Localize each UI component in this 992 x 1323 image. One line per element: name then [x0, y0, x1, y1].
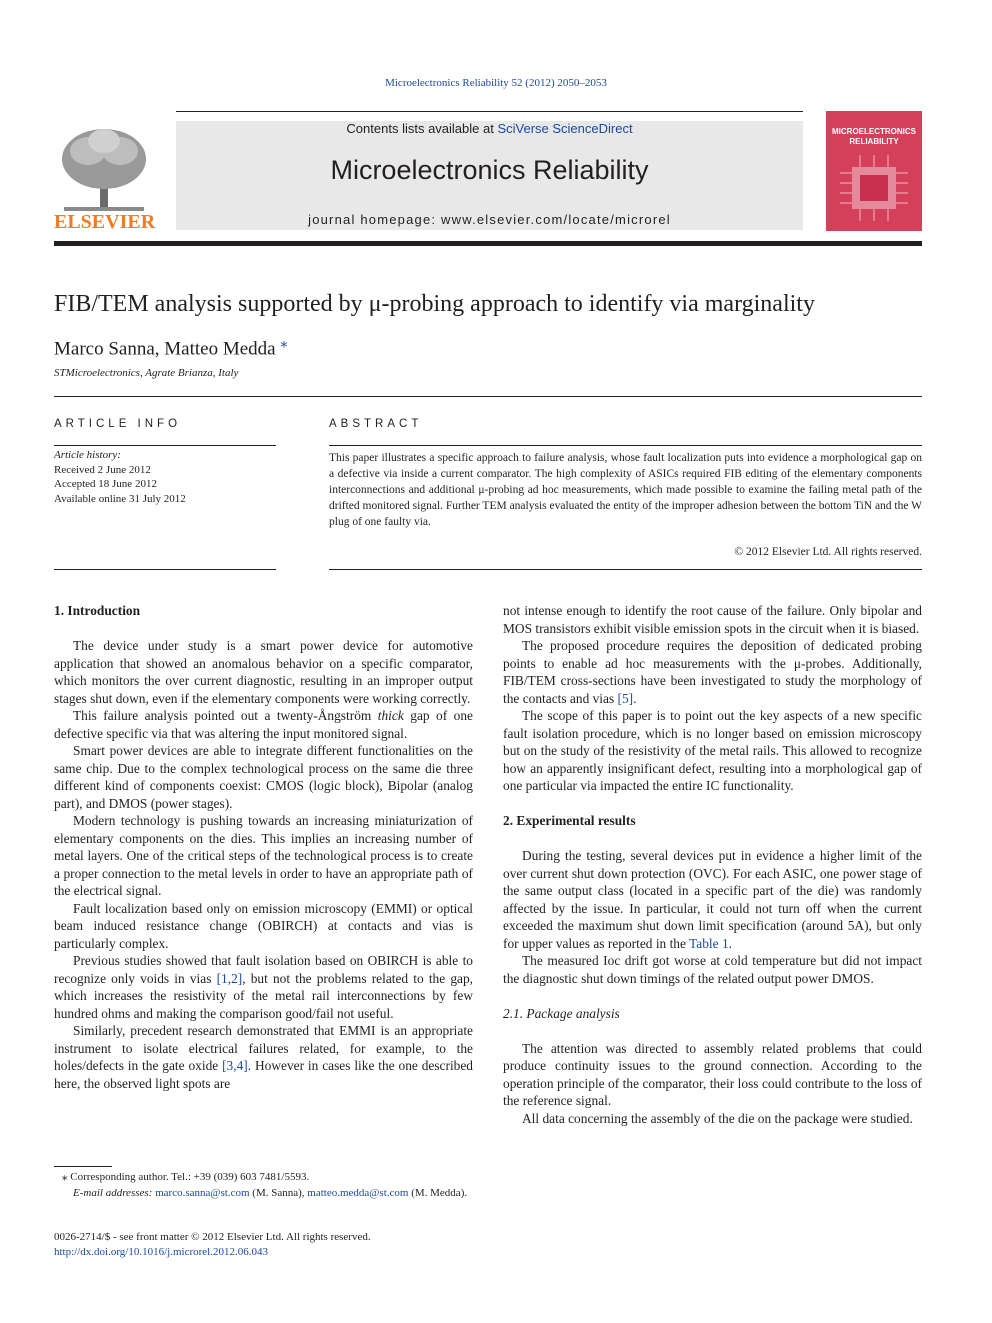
email-note: E-mail addresses: marco.sanna@st.com (M. Sanna), matteo.medda@st.com (M. Medda).	[73, 1186, 468, 1199]
email-link-sanna[interactable]: marco.sanna@st.com	[155, 1186, 250, 1199]
contents-prefix: Contents lists available at	[346, 121, 498, 136]
article-authors	[54, 335, 287, 360]
section-heading-experimental: 2. Experimental results	[503, 813, 636, 828]
paragraph: The device under study is a smart power device for automotive application that showed an anomalous behavior on a specific comparator, which monitors the over current diagnostic, resulting in an improper output stages shut down, even if the elementary components were working correctly.	[54, 638, 473, 706]
abstract-text: This paper illustrates a specific approach to failure analysis, whose fault localization puts into evidence a morphological gap on a defective via inside a current comparator. The high complexity of ASICs required FIB editing of the elementary components interconnections and additional μ-probing ad hoc measurements, which made possible to examine the failing metal path of the drifted monitored signal. Further TEM analysis evaluated the entity of the improper adhesion between the bottom TiN and the W plug of one faulty via.	[329, 452, 922, 528]
paragraph: Similarly, precedent research demonstrated that EMMI is an appropriate instrument to isolate electrical failures related, for example, to the holes/defects in the gate oxide [3,4]. However in cases like the one described here, the observed light spots are	[54, 1023, 474, 1091]
front-matter	[54, 1230, 371, 1260]
paragraph: This failure analysis pointed out a twenty-Ångström thick gap of one defective specific via that was altering the input monitored signal.	[54, 708, 473, 741]
abstract-bottom-rule	[329, 569, 922, 570]
paragraph: Fault localization based only on emission microscopy (EMMI) or optical beam induced resistance change (OBIRCH) at contacts and vias is particularly complex.	[54, 900, 473, 951]
corresponding-author-mark[interactable]: ⁎	[280, 336, 288, 351]
paragraph: Previous studies showed that fault isolation based on OBIRCH is able to recognize only voids in vias [1,2], but not the problems related to the gap, which increases the resistivity of the metal rail interconnections by few hundred ohms and making the comparison good/fail not useful.	[54, 953, 473, 1021]
abstract-copyright: © 2012 Elsevier Ltd. All rights reserved.	[734, 546, 922, 558]
affiliation: STMicroelectronics, Agrate Brianza, Italy	[54, 367, 239, 379]
paragraph: The scope of this paper is to point out the key aspects of a new specific fault isolation procedure, which is no longer based on emission microscopy but on the study of the resistivity of the metal rails. This allowed to recognize how an apparently insignificant defect, resulting into a morphological gap of one particular via impacted the entire IC functionality.	[503, 708, 922, 793]
article-info-rule	[54, 445, 276, 446]
body-column-left	[54, 602, 473, 1092]
header-rule	[176, 111, 803, 112]
cover-title	[826, 127, 922, 147]
homepage-url[interactable]: www.elsevier.com/locate/microrel	[441, 212, 671, 227]
journal-homepage	[176, 212, 803, 227]
journal-cover	[826, 111, 922, 231]
article-info-bottom-rule	[54, 569, 276, 570]
article-history	[54, 448, 276, 506]
email-link-medda[interactable]: matteo.medda@st.com	[307, 1186, 409, 1199]
chip-graphic-icon	[840, 155, 908, 221]
sciencedirect-link[interactable]: SciVerse ScienceDirect	[497, 121, 633, 136]
paragraph: Modern technology is pushing towards an increasing miniaturization of elementary components on the dies. This implies an increasing number of metal layers. One of the critical steps of the technological process is to create a proper connection to the metal levels in order to have an appropriate path of the electrical signal.	[54, 813, 473, 898]
paragraph: Smart power devices are able to integrate different functionalities on the same chip. Due to the complex technological process on the same die three different kind of components coexist: CMOS (logic block), Bipolar (analog part), and DMOS (power stages).	[54, 743, 473, 811]
journal-citation[interactable]: Microelectronics Reliability 52 (2012) 2050–2053	[385, 77, 607, 89]
paragraph: All data concerning the assembly of the die on the package were studied.	[522, 1110, 913, 1126]
paragraph: During the testing, several devices put in evidence a higher limit of the over current shut down protection (OVC). For each ASIC, one power stage of the same output class (located in a specific part of the die) was randomly affected by the issue. In particular, it could not turn off when the current exceeded the maximum shut down limit specification (around 5A), but only for upper values as reported in the Table 1.	[503, 848, 922, 951]
paragraph: not intense enough to identify the root cause of the failure. Only bipolar and MOS transistors exhibit visible emission spots in the circuit when it is biased.	[503, 603, 922, 636]
online-date: Available online 31 July 2012	[54, 492, 186, 505]
doi-link[interactable]: http://dx.doi.org/10.1016/j.microrel.2012.06.043	[54, 1246, 268, 1258]
subsection-heading-package: 2.1. Package analysis	[503, 1005, 620, 1021]
email-label: E-mail addresses:	[73, 1186, 153, 1199]
history-label: Article history:	[54, 449, 121, 461]
elsevier-logo	[54, 121, 154, 233]
reference-link[interactable]: [3,4]	[222, 1058, 248, 1073]
paragraph: The proposed procedure requires the deposition of dedicated probing points to enable ad hoc measurements with the μ-probes. Additionally, FIB/TEM cross-sections have been investigated to study the morphology of the contacts and vias [5].	[503, 638, 922, 706]
cover-title-line1: MICROELECTRONICS	[832, 127, 916, 136]
footnote-rule	[54, 1166, 112, 1167]
body-column-right	[503, 602, 922, 1127]
journal-title: Microelectronics Reliability	[330, 155, 649, 185]
cover-title-line2: RELIABILITY	[849, 137, 899, 146]
contents-line	[176, 121, 803, 136]
reference-link[interactable]: [5]	[617, 690, 634, 706]
title-separator	[54, 396, 922, 397]
footnote	[54, 1170, 473, 1201]
article-info-heading: ARTICLE INFO	[54, 418, 182, 430]
section-heading-introduction: 1. Introduction	[54, 603, 141, 618]
reference-link[interactable]: [1,2]	[216, 970, 243, 986]
table-link[interactable]: Table 1	[689, 935, 729, 951]
corresponding-author-note: ⁎ Corresponding author. Tel.: +39 (039) 603 7481/5593.	[62, 1171, 310, 1183]
abstract-rule	[329, 445, 922, 446]
issn-line: 0026-2714/$ - see front matter © 2012 Elsevier Ltd. All rights reserved.	[54, 1231, 371, 1243]
homepage-label: journal homepage:	[308, 212, 442, 227]
header-thick-rule	[54, 241, 922, 246]
accepted-date: Accepted 18 June 2012	[54, 478, 157, 490]
publisher-name: ELSEVIER	[54, 211, 156, 233]
paragraph: The measured Ioc drift got worse at cold temperature but did not impact the diagnostic shut down timings of the related output power DMOS.	[503, 953, 922, 986]
received-date: Received 2 June 2012	[54, 463, 151, 476]
abstract-heading: ABSTRACT	[329, 418, 423, 430]
article-title: FIB/TEM analysis supported by μ-probing approach to identify via marginality	[54, 291, 815, 317]
author-names: Marco Sanna, Matteo Medda	[54, 338, 276, 360]
footnote-mark: ⁎	[62, 1171, 68, 1183]
paragraph: The attention was directed to assembly related problems that could produce continuity issues to the ground connection. According to the operation principle of the comparator, their loss could contribute to the loss of the reference signal.	[503, 1040, 922, 1108]
